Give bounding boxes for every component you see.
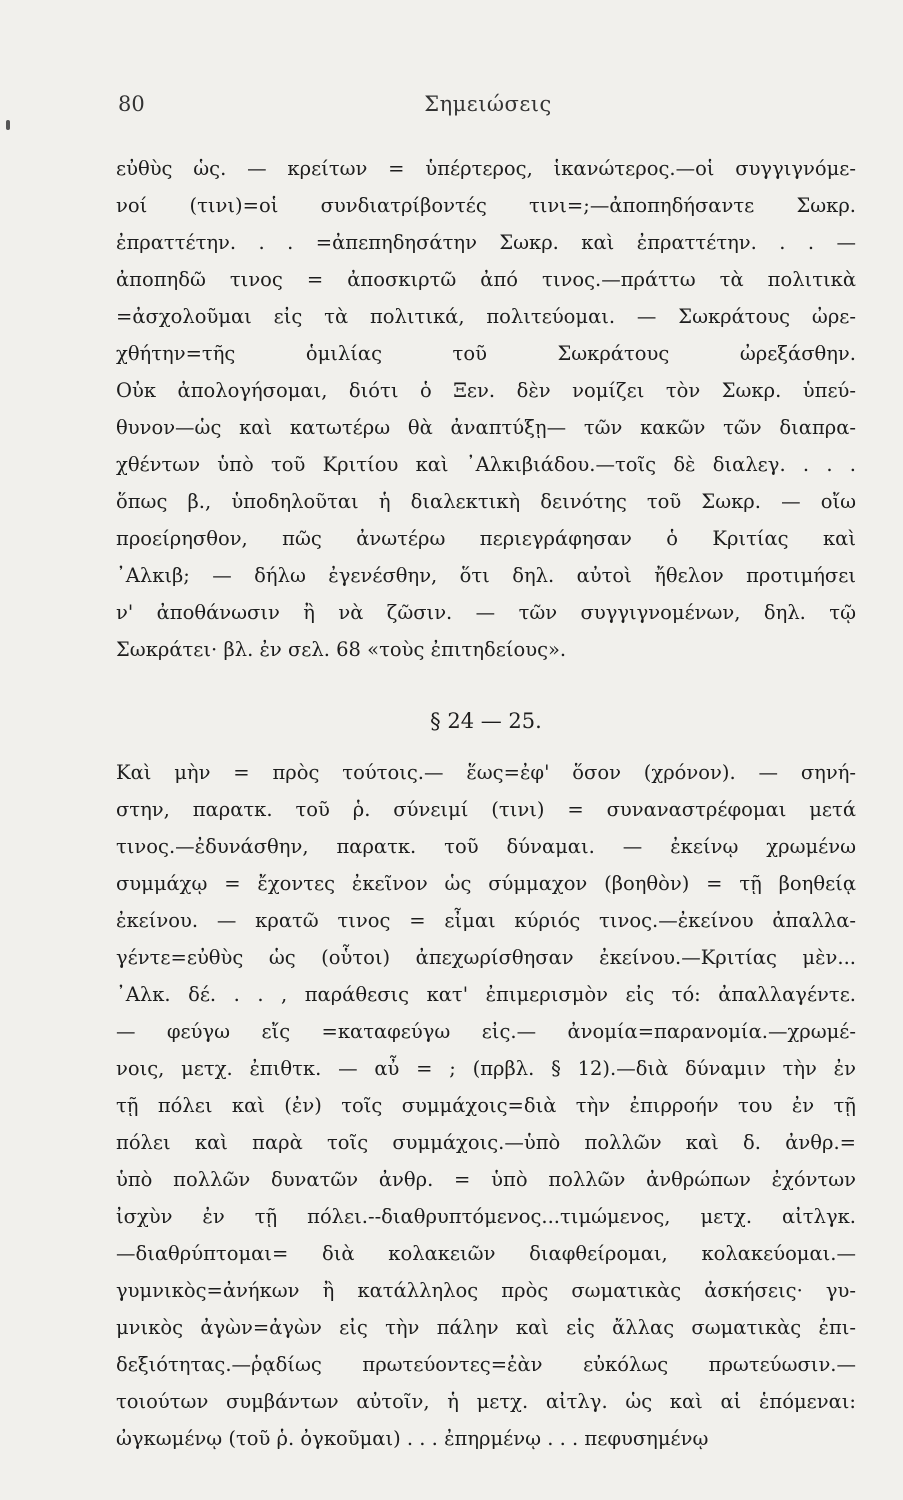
section-heading: § 24 — 25. — [430, 709, 542, 733]
text-line: μνικὸς ἀγὼν=ἀγὼν εἰς τὴν πάλην καὶ εἰς ἄλλας σωματικὰς ἐπι- — [116, 1316, 856, 1339]
text-line: στην, παρατκ. τοῦ ῥ. σύνειμί (τινι) = συναναστρέφομαι μετά — [116, 798, 856, 821]
text-line: θυνον—ὡς καὶ κατωτέρω θὰ ἀναπτύξῃ— τῶν κακῶν τῶν διαπρα- — [116, 416, 856, 439]
text-line: Οὐκ ἀπολογήσομαι, διότι ὁ Ξεν. δὲν νομίζει τὸν Σωκρ. ὑπεύ- — [116, 379, 856, 402]
text-line: ὅπως β., ὑποδηλοῦται ἡ διαλεκτικὴ δεινότης τοῦ Σωκρ. — οἴω — [116, 490, 856, 513]
page-number: 80 — [118, 92, 145, 116]
text-line: τῇ πόλει καὶ (ἐν) τοῖς συμμάχοις=διὰ τὴν ἐπιρροήν του ἐν τῇ — [116, 1094, 856, 1117]
text-line: ἀποπηδῶ τινος = ἀποσκιρτῶ ἀπό τινος.—πράττω τὰ πολιτικὰ — [116, 268, 856, 291]
text-line: — φεύγω εἴς =καταφεύγω εἰς.— ἀνομία=παρανομία.—χρωμέ- — [116, 1020, 856, 1043]
text-line: χθέντων ὑπὸ τοῦ Κριτίου καὶ ᾿Αλκιβιάδου.—τοῖς δὲ διαλεγ. . . . — [116, 453, 856, 476]
section-gap — [116, 668, 856, 698]
page-header — [118, 92, 858, 126]
text-line: ᾿Αλκιβ; — δήλω ἐγενέσθην, ὅτι δηλ. αὐτοὶ ἤθελον προτιμήσει — [116, 564, 856, 587]
text-line: ἐπραττέτην. . . =ἀπεπηδησάτην Σωκρ. καὶ ἐπραττέτην. . . — — [116, 231, 856, 254]
notes-section-2 — [116, 754, 856, 1457]
text-line: τινος.—ἐδυνάσθην, παρατκ. τοῦ δύναμαι. — ἐκείνῳ χρωμένω — [116, 835, 856, 858]
text-line: εὐθὺς ὡς. — κρείτων = ὑπέρτερος, ἱκανώτερος.—οἱ συγγιγνόμε- — [116, 157, 856, 180]
text-line: ἐκείνου. — κρατῶ τινος = εἶμαι κύριός τινος.—ἐκείνου ἀπαλλα- — [116, 909, 856, 932]
text-line: δεξιότητας.—ῥᾳδίως πρωτεύοντες=ἐὰν εὐκόλως πρωτεύωσιν.— — [116, 1353, 856, 1376]
text-line: γέντε=εὐθὺς ὡς (οὗτοι) ἀπεχωρίσθησαν ἐκείνου.—Κριτίας μὲν... — [116, 946, 856, 969]
text-line: γυμνικὸς=ἀνήκων ἢ κατάλληλος πρὸς σωματικὰς ἀσκήσεις· γυ- — [116, 1279, 856, 1302]
text-line: προείρησθον, πῶς ἀνωτέρω περιεγράφησαν ὁ Κριτίας καὶ — [116, 527, 856, 550]
text-line: πόλει καὶ παρὰ τοῖς συμμάχοις.—ὑπὸ πολλῶν καὶ δ. ἀνθρ.= — [116, 1131, 856, 1154]
running-title: Σημειώσεις — [424, 92, 552, 116]
text-line: ἰσχὺν ἐν τῇ πόλει.--διαθρυπτόμενος...τιμώμενος, μετχ. αἰτλγκ. — [116, 1205, 856, 1228]
text-line: ν' ἀποθάνωσιν ἢ νὰ ζῶσιν. — τῶν συγγιγνομένων, δηλ. τῷ — [116, 601, 856, 624]
text-line: ὑπὸ πολλῶν δυνατῶν ἀνθρ. = ὑπὸ πολλῶν ἀνθρώπων ἐχόντων — [116, 1168, 856, 1191]
page-body — [116, 150, 856, 1457]
notes-section-1 — [116, 150, 856, 668]
text-line: —διαθρύπτομαι= διὰ κολακειῶν διαφθείρομαι, κολακεύομαι.— — [116, 1242, 856, 1265]
text-line: Καὶ μὴν = πρὸς τούτοις.— ἕως=ἐφ' ὅσον (χρόνον). — σηνή- — [116, 761, 856, 784]
scan-spot — [6, 120, 10, 130]
text-line: Σωκράτει· βλ. ἐν σελ. 68 «τοὺς ἐπιτηδείους». — [116, 638, 567, 661]
text-line: συμμάχῳ = ἔχοντες ἐκεῖνον ὡς σύμμαχον (βοηθὸν) = τῇ βοηθείᾳ — [116, 872, 856, 895]
text-line: νοί (τινι)=οἱ συνδιατρίβοντές τινι=;—ἀποπηδήσαντε Σωκρ. — [116, 194, 856, 217]
text-line: =ἀσχολοῦμαι εἰς τὰ πολιτικά, πολιτεύομαι. — Σωκράτους ὠρε- — [116, 305, 856, 328]
text-line: χθήτην=τῆς ὁμιλίας τοῦ Σωκράτους ὠρεξάσθην. — [116, 342, 856, 365]
text-line: τοιούτων συμβάντων αὐτοῖν, ἡ μετχ. αἰτλγ. ὡς καὶ αἱ ἑπόμεναι: — [116, 1390, 856, 1413]
text-line: νοις, μετχ. ἐπιθτκ. — αὖ = ; (πρβλ. § 12).—διὰ δύναμιν τὴν ἐν — [116, 1057, 856, 1080]
text-line: ὠγκωμένῳ (τοῦ ῥ. ὀγκοῦμαι) . . . ἐπηρμένῳ . . . πεφυσημένῳ — [116, 1427, 709, 1450]
text-line: ᾿Αλκ. δέ. . . , παράθεσις κατ' ἐπιμερισμὸν εἰς τό: ἀπαλλαγέντε. — [116, 983, 856, 1006]
